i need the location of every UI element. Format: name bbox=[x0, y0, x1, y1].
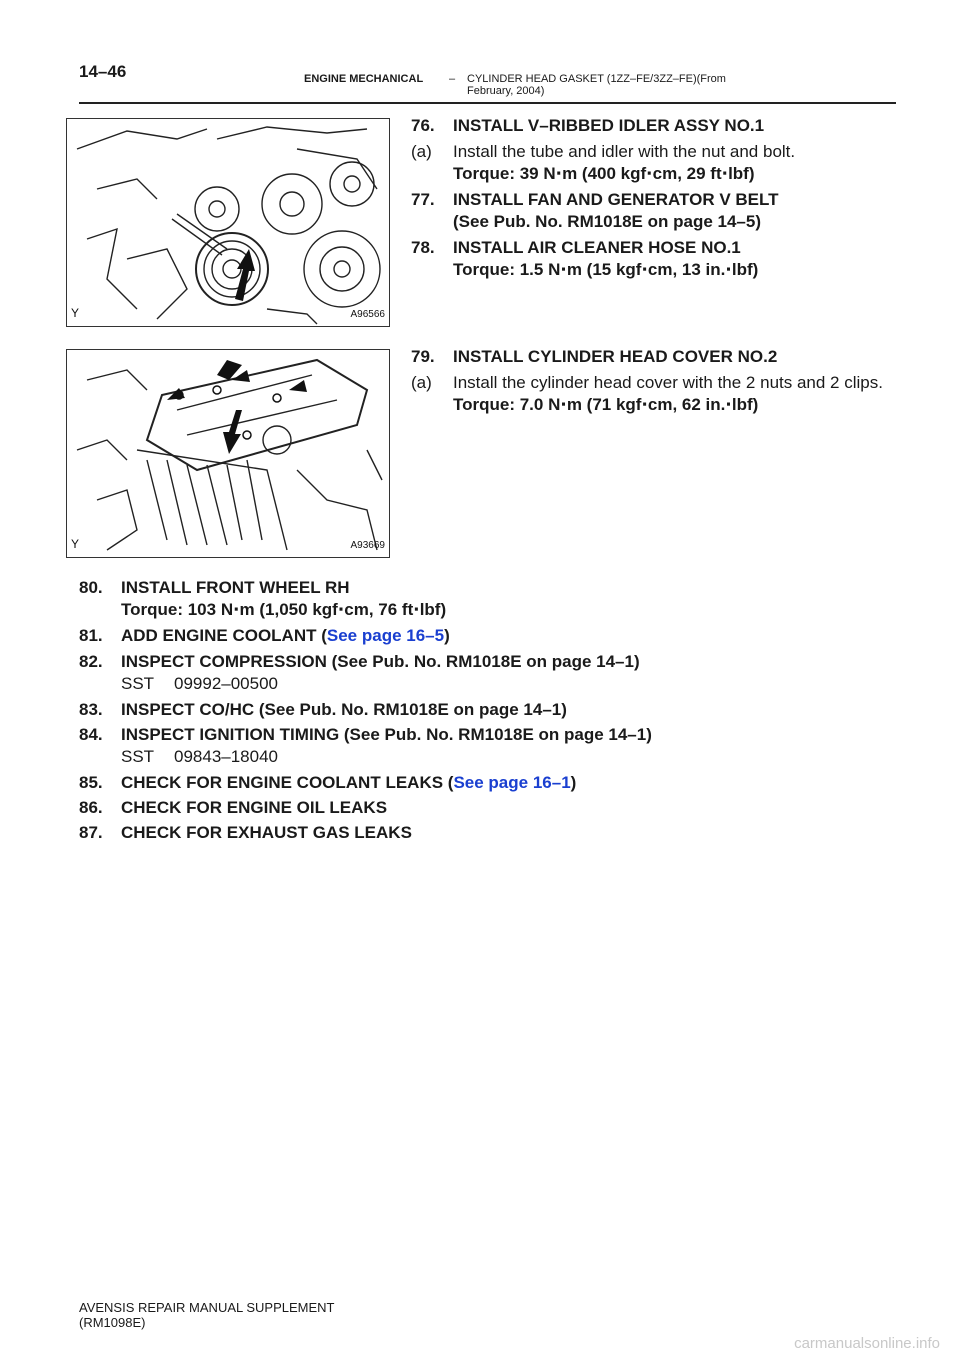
step-title: INSPECT CO/HC (See Pub. No. RM1018E on page 14–1) bbox=[121, 700, 567, 719]
sst-label: SST bbox=[121, 674, 155, 693]
step-number: 87. bbox=[79, 823, 103, 842]
step-title bbox=[121, 626, 450, 646]
sst-label: SST bbox=[121, 747, 155, 766]
header-dash: – bbox=[449, 73, 456, 85]
step-number: 81. bbox=[79, 626, 103, 645]
step-number: 77. bbox=[411, 190, 435, 209]
sst-value: 09992–00500 bbox=[174, 674, 279, 693]
sst-value: 09843–18040 bbox=[174, 747, 279, 766]
step-title: INSTALL AIR CLEANER HOSE NO.1 bbox=[453, 238, 741, 257]
footer-manual-name: AVENSIS REPAIR MANUAL SUPPLEMENT bbox=[79, 1300, 335, 1315]
watermark: carmanualsonline.info bbox=[794, 1335, 940, 1352]
step-title: INSTALL V–RIBBED IDLER ASSY NO.1 bbox=[453, 116, 765, 135]
section-name: ENGINE MECHANICAL bbox=[304, 73, 424, 85]
page-number: 14–46 bbox=[79, 62, 127, 81]
substep-text: Install the cylinder head cover with the 2 nuts and 2 clips. bbox=[453, 373, 883, 392]
step-title: INSTALL FAN AND GENERATOR V BELT bbox=[453, 190, 779, 209]
step-title: INSTALL FRONT WHEEL RH bbox=[121, 578, 350, 597]
engine-cover-illustration-icon bbox=[67, 350, 389, 557]
header-divider bbox=[79, 102, 896, 104]
pulley-illustration-icon bbox=[67, 119, 389, 326]
step-title-pre: CHECK FOR ENGINE COOLANT LEAKS ( bbox=[121, 773, 454, 792]
step-title-pre: ADD ENGINE COOLANT ( bbox=[121, 626, 327, 645]
step-number: 76. bbox=[411, 116, 435, 135]
step-title: INSTALL CYLINDER HEAD COVER NO.2 bbox=[453, 347, 778, 366]
step-title: CHECK FOR ENGINE OIL LEAKS bbox=[121, 798, 388, 817]
header-title bbox=[467, 73, 827, 97]
step-76-torque: Torque: 39 N⋅m (400 kgf⋅cm, 29 ft⋅lbf) bbox=[453, 164, 755, 183]
step-number: 83. bbox=[79, 700, 103, 719]
footer-manual-code: (RM1098E) bbox=[79, 1315, 146, 1330]
see-page-link[interactable]: See page 16–5 bbox=[326, 626, 445, 645]
step-number: 82. bbox=[79, 652, 103, 671]
figure-code: A93669 bbox=[350, 540, 385, 551]
header-title-line1: CYLINDER HEAD GASKET (1ZZ–FE/3ZZ–FE)(From bbox=[467, 73, 726, 85]
substep-label: (a) bbox=[411, 373, 432, 392]
step-title: CHECK FOR EXHAUST GAS LEAKS bbox=[121, 823, 412, 842]
step-title-post: ) bbox=[570, 773, 577, 792]
step-number: 79. bbox=[411, 347, 435, 366]
step-title: INSPECT IGNITION TIMING (See Pub. No. RM1018E on page 14–1) bbox=[121, 725, 652, 744]
step-80-torque: Torque: 103 N⋅m (1,050 kgf⋅cm, 76 ft⋅lbf) bbox=[121, 600, 447, 619]
step-77-reference: (See Pub. No. RM1018E on page 14–5) bbox=[453, 212, 761, 231]
step-79-torque: Torque: 7.0 N⋅m (71 kgf⋅cm, 62 in.⋅lbf) bbox=[453, 395, 759, 414]
figure-idler-pulley bbox=[66, 118, 390, 327]
see-page-link[interactable]: See page 16–1 bbox=[453, 773, 571, 792]
step-title-post: ) bbox=[444, 626, 450, 645]
step-number: 78. bbox=[411, 238, 435, 257]
figure-code: A96566 bbox=[350, 309, 385, 320]
step-number: 80. bbox=[79, 578, 103, 597]
figure-mark: Y bbox=[71, 537, 80, 551]
figure-head-cover bbox=[66, 349, 390, 558]
step-title: INSPECT COMPRESSION (See Pub. No. RM1018E on page 14–1) bbox=[121, 652, 640, 671]
footer bbox=[79, 1300, 335, 1330]
header-title-line2: February, 2004) bbox=[467, 85, 545, 97]
figure-mark: Y bbox=[71, 306, 80, 320]
step-78-torque: Torque: 1.5 N⋅m (15 kgf⋅cm, 13 in.⋅lbf) bbox=[453, 260, 759, 279]
substep-label: (a) bbox=[411, 142, 432, 161]
step-title bbox=[121, 773, 576, 793]
step-number: 84. bbox=[79, 725, 103, 744]
substep-text: Install the tube and idler with the nut and bolt. bbox=[453, 142, 796, 161]
step-number: 85. bbox=[79, 773, 103, 792]
step-number: 86. bbox=[79, 798, 103, 817]
